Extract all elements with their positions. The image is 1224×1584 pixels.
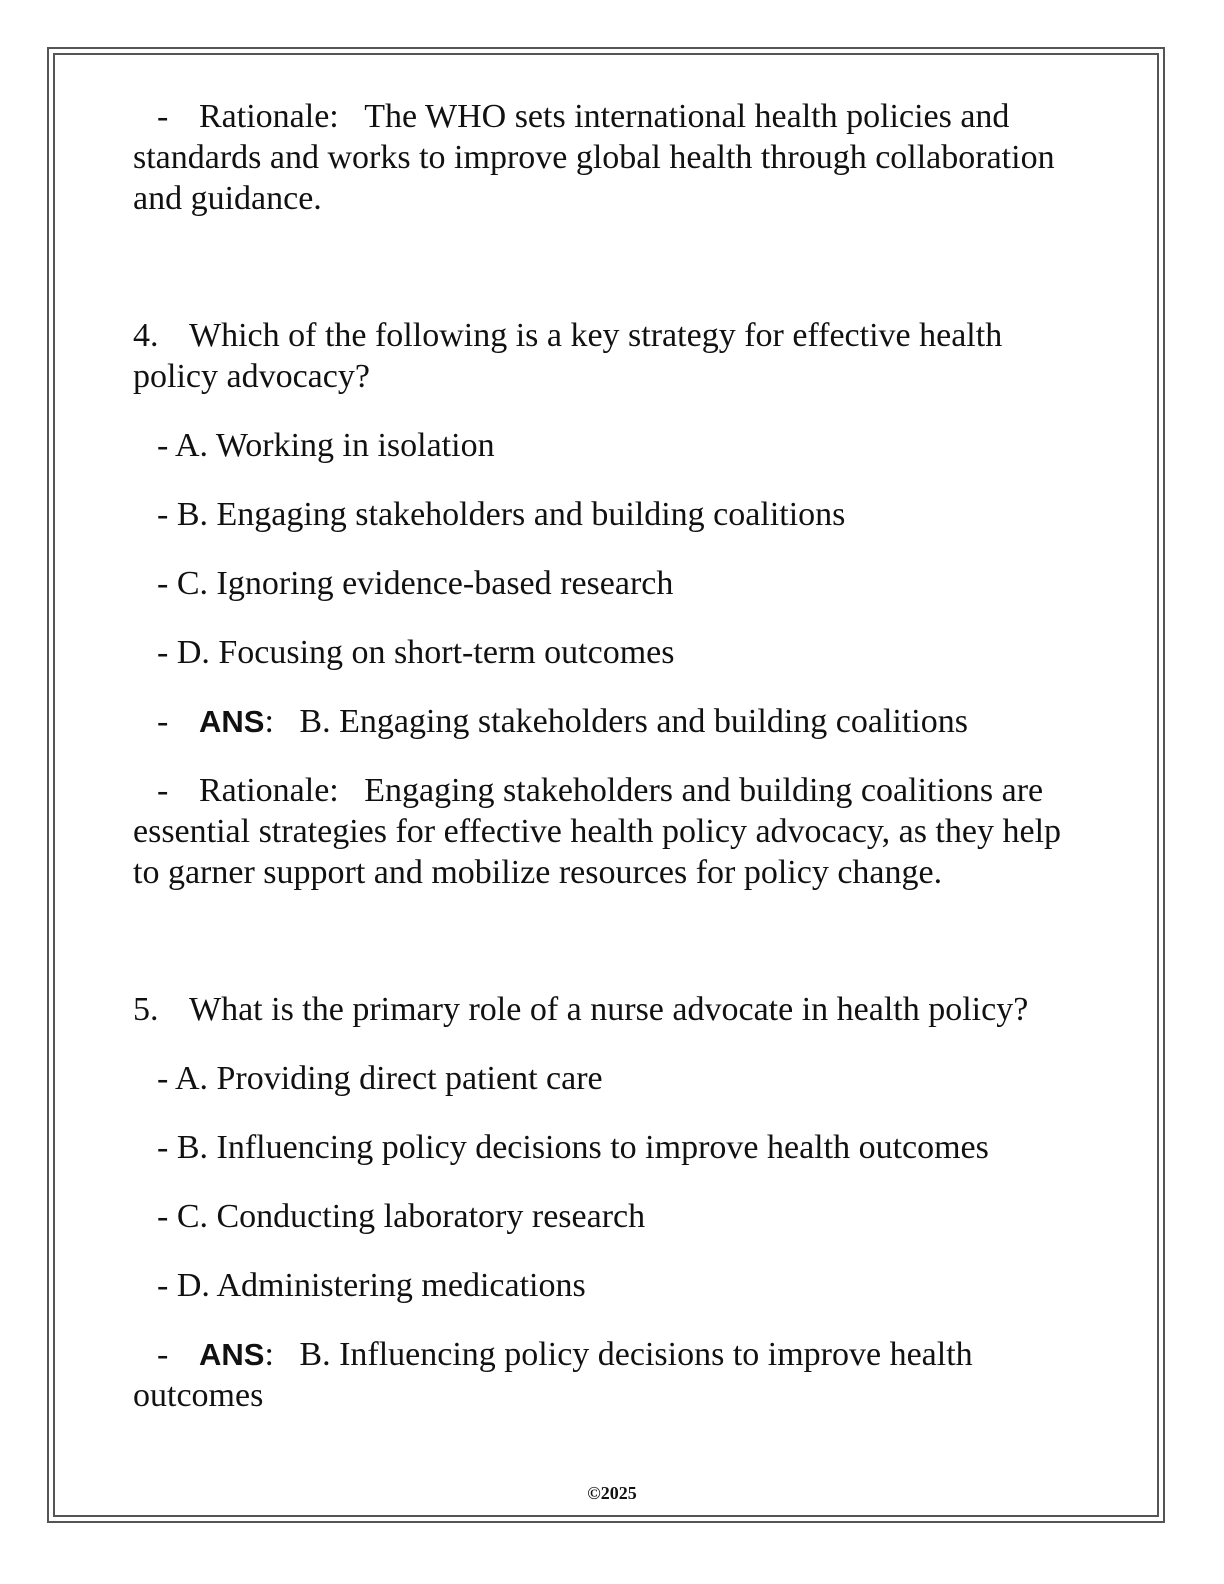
question-4-rationale: [133, 770, 1093, 893]
question-4-answer: - ANS: B. Engaging stakeholders and building coalitions: [157, 703, 968, 740]
question-5-number: 5.: [133, 991, 159, 1028]
question-4-option-b: - B. Engaging stakeholders and building coalitions: [157, 496, 846, 533]
question-4-answer-label: ANS: [199, 704, 265, 739]
question-4-option-c: - C. Ignoring evidence-based research: [157, 565, 674, 602]
question-5-answer-label: ANS: [199, 1337, 265, 1372]
question-5-option-c: - C. Conducting laboratory research: [157, 1198, 646, 1235]
question-4-rationale-dash: -: [157, 772, 169, 809]
question-5-answer-text: B. Influencing policy decisions to improve health outcomes: [133, 1336, 973, 1414]
question-4-number: 4.: [133, 317, 159, 354]
question-4-rationale-label: Rationale:: [199, 772, 339, 809]
rationale-3: [133, 96, 1093, 219]
question-4-option-a: - A. Working in isolation: [157, 427, 495, 464]
question-5-option-a: - A. Providing direct patient care: [157, 1060, 603, 1097]
question-5-answer: - ANS: B. Influencing policy decisions to improve health outcomes: [133, 1336, 973, 1414]
rationale-3-text: The WHO sets international health policies and standards and works to improve global health through collaboration and guidance.: [133, 98, 1055, 217]
question-5: [133, 989, 1093, 1030]
rationale-3-dash: -: [157, 98, 169, 135]
question-4-answer-text: B. Engaging stakeholders and building coalitions: [299, 703, 968, 740]
document-body: [133, 96, 1093, 1416]
question-5-option-b: - B. Influencing policy decisions to improve health outcomes: [157, 1129, 989, 1166]
question-5-answer-dash: -: [157, 1336, 169, 1373]
question-4-answer-dash: -: [157, 703, 169, 740]
question-4: [133, 315, 1093, 397]
rationale-3-label: Rationale:: [199, 98, 339, 135]
question-4-text: Which of the following is a key strategy for effective health policy advocacy?: [133, 317, 1003, 395]
copyright-footer: ©2025: [587, 1483, 637, 1503]
question-4-option-d: - D. Focusing on short-term outcomes: [157, 634, 675, 671]
question-4-rationale-text: Engaging stakeholders and building coalitions are essential strategies for effective health policy advocacy, as they help to garner support and mobilize resources for policy change.: [133, 772, 1062, 891]
question-5-text: What is the primary role of a nurse advocate in health policy?: [189, 991, 1029, 1028]
question-5-option-d: - D. Administering medications: [157, 1267, 586, 1304]
